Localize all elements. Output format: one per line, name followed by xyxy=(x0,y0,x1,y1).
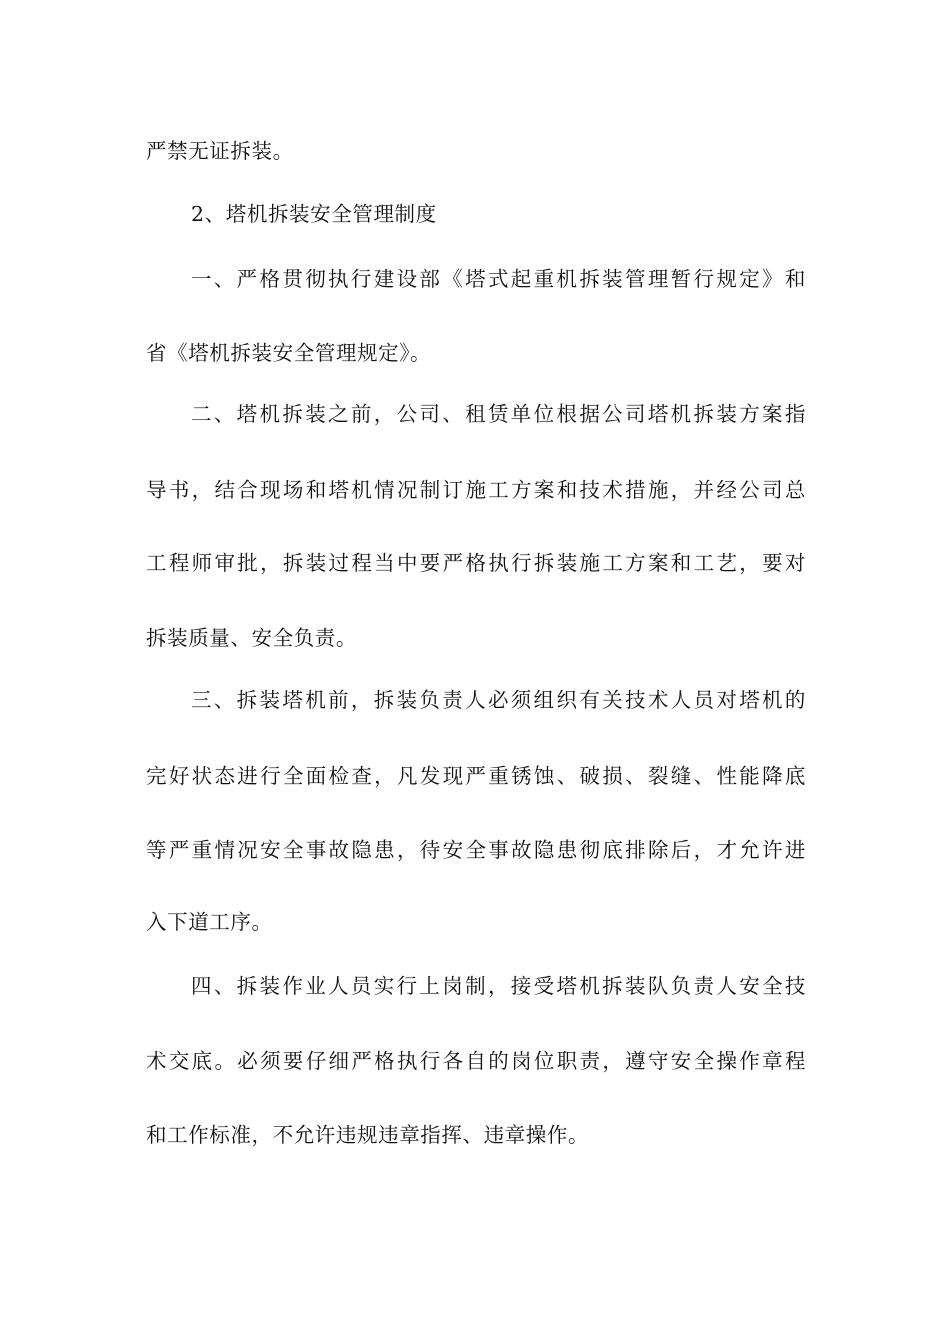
text-line-13: 四、拆装作业人员实行上岗制，接受塔机拆装队负责人安全技 xyxy=(191,974,806,998)
text-line-12: 入下道工序。 xyxy=(146,910,273,934)
text-line-8: 拆装质量、安全负责。 xyxy=(146,626,357,650)
text-line-6: 导书，结合现场和塔机情况制订施工方案和技术措施，并经公司总 xyxy=(146,478,806,502)
text-line-15: 和工作标准，不允许违规违章指挥、违章操作。 xyxy=(146,1123,590,1147)
text-line-11: 等严重情况安全事故隐患，待安全事故隐患彻底排除后，才允许进 xyxy=(146,838,806,862)
text-line-10: 完好状态进行全面检查，凡发现严重锈蚀、破损、裂缝、性能降底 xyxy=(146,764,806,788)
text-line-7: 工程师审批，拆装过程当中要严格执行拆装施工方案和工艺，要对 xyxy=(146,551,806,575)
text-line-14: 术交底。必须要仔细严格执行各自的岗位职责，遵守安全操作章程 xyxy=(146,1049,806,1073)
text-line-9: 三、拆装塔机前，拆装负责人必须组织有关技术人员对塔机的 xyxy=(191,688,806,712)
text-line-3: 一、严格贯彻执行建设部《塔式起重机拆装管理暂行规定》和 xyxy=(191,267,806,291)
text-line-5: 二、塔机拆装之前，公司、租赁单位根据公司塔机拆装方案指 xyxy=(191,402,806,426)
text-line-1: 严禁无证拆装。 xyxy=(146,139,294,163)
section-heading: 2、塔机拆装安全管理制度 xyxy=(191,202,437,226)
text-line-4: 省《塔机拆装安全管理规定》。 xyxy=(146,341,432,365)
